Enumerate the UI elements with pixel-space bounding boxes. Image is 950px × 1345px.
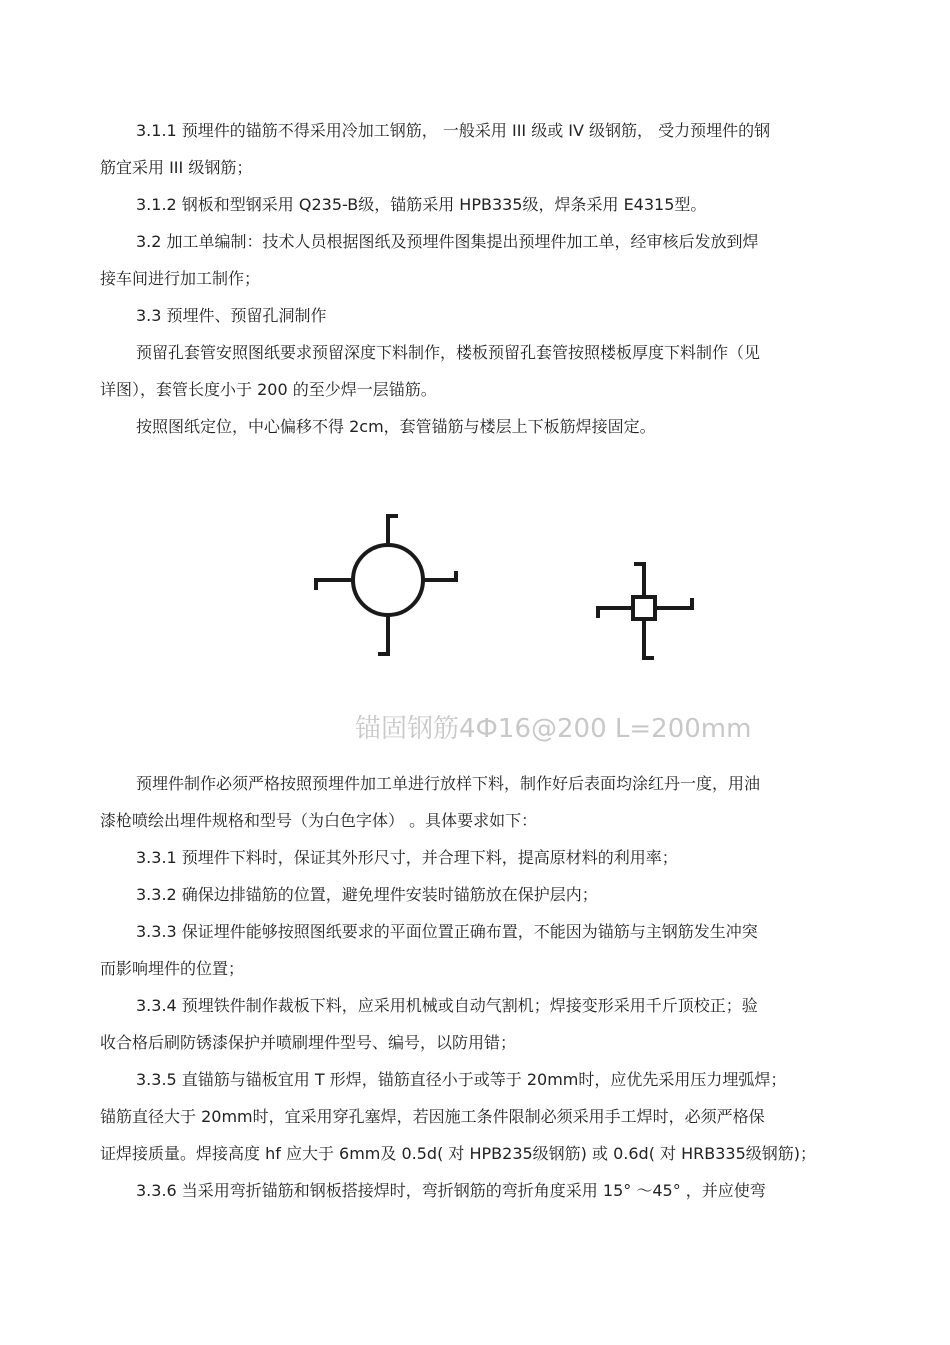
text-line: 锚筋直径大于 20mm时，宜采用穿孔塞焊，若因施工条件限制必须采用手工焊时，必须严格保 [100,1107,765,1126]
round-anchor-bottom [380,615,388,654]
sleeve-anchor-figure [300,500,720,680]
text-line: 3.3.1 预埋件下料时，保证其外形尺寸，并合理下料，提高原材料的利用率； [136,848,678,867]
text-line: 3.3 预埋件、预留孔洞制作 [136,306,327,325]
square-sleeve-rect [633,597,655,619]
figure-caption: 锚固钢筋4Ф16@200 L=200mm [355,714,752,744]
text-line: 预留孔套管安照图纸要求预留深度下料制作，楼板预留孔套管按照楼板厚度下料制作（见 [136,343,761,362]
text-line: 3.2 加工单编制：技术人员根据图纸及预埋件图集提出预埋件加工单，经审核后发放到焊 [136,232,759,251]
text-line: 按照图纸定位，中心偏移不得 2cm，套管锚筋与楼层上下板筋焊接固定。 [136,417,656,436]
text-line: 3.3.4 预埋铁件制作裁板下料，应采用机械或自动气割机；焊接变形采用千斤顶校正；验 [136,996,758,1015]
text-line: 3.1.2 钢板和型钢采用 Q235-B级，锚筋采用 HPB335级，焊条采用 E4315型。 [136,195,707,214]
round-anchor-top [388,516,396,545]
text-line: 3.3.5 直锚筋与锚板宜用 T 形焊，锚筋直径小于或等于 20mm时，应优先采用压力埋弧焊； [136,1070,787,1089]
text-line: 3.3.2 确保边排锚筋的位置，避免埋件安装时锚筋放在保护层内； [136,885,598,904]
text-line: 漆枪喷绘出埋件规格和型号（为白色字体） 。具体要求如下： [100,811,538,830]
square-anchor-left [598,608,633,616]
square-anchor-right [655,600,692,608]
text-line: 3.3.6 当采用弯折锚筋和钢板搭接焊时，弯折钢筋的弯折角度采用 15° ～45° ，并应使弯 [136,1181,766,1200]
text-line: 预埋件制作必须严格按照预埋件加工单进行放样下料，制作好后表面均涂红丹一度，用油 [136,774,761,793]
text-line: 收合格后刷防锈漆保护并喷刷埋件型号、编号，以防用错； [100,1033,517,1052]
text-line: 筋宜采用 III 级钢筋； [100,158,253,177]
text-line: 证焊接质量。焊接高度 hf 应大于 6mm及 0.5d( 对 HPB235级钢筋) 或 0.6d( 对 HRB335级钢筋)； [100,1144,817,1163]
text-line: 而影响埋件的位置； [100,959,245,978]
text-line: 详图），套管长度小于 200 的至少焊一层锚筋。 [100,380,437,399]
round-sleeve-circle [353,545,423,615]
sleeve-diagram [300,500,720,680]
square-anchor-top [636,564,644,597]
text-line: 3.1.1 预埋件的锚筋不得采用冷加工钢筋， 一般采用 III 级或 IV 级钢筋， 受力预埋件的钢 [136,121,771,140]
round-anchor-left [316,580,353,588]
text-block-bottom [100,765,880,1209]
text-line: 接车间进行加工制作； [100,269,261,288]
square-anchor-bottom [644,619,652,658]
text-block-top [100,112,880,445]
text-line: 3.3.3 保证埋件能够按照图纸要求的平面位置正确布置，不能因为锚筋与主钢筋发生冲突 [136,922,758,941]
round-anchor-right [423,573,456,580]
